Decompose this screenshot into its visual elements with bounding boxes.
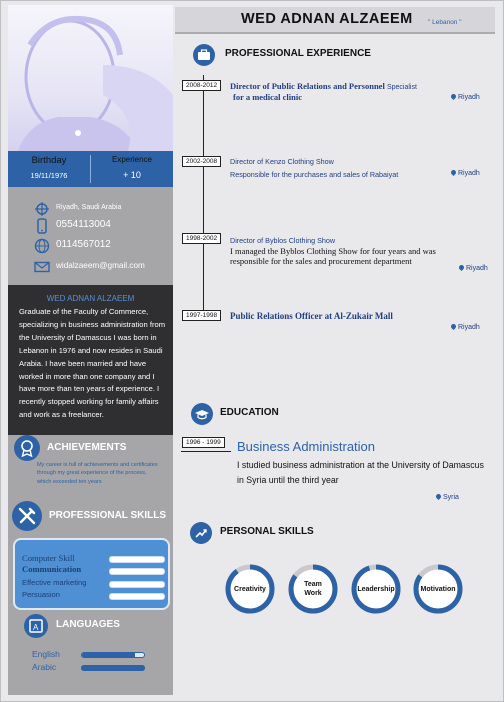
graduation-cap-icon <box>191 403 213 425</box>
languages-title: LANGUAGES <box>56 619 120 630</box>
language-bar-fill <box>81 665 145 671</box>
phone-icon <box>34 218 50 234</box>
language-bar <box>81 665 145 671</box>
job-location <box>451 94 480 101</box>
address-text: Riyadh, Saudi Arabia <box>56 204 122 211</box>
contact-phone1 <box>8 218 173 236</box>
experience-title: PROFESSIONAL EXPERIENCE <box>225 48 371 59</box>
skill-ring-label: Motivation <box>420 585 456 593</box>
info-bar <box>8 151 173 187</box>
phone2-text: 0114567012 <box>56 239 111 250</box>
skill-ring <box>350 563 402 615</box>
language-bar-fill <box>82 653 135 658</box>
achievements-text: My career is full of achievements and certificates through my great experience of the process, which exceeded ten years <box>37 462 158 485</box>
skill-ring-label: Team Work <box>304 581 322 597</box>
skill-ring <box>287 563 339 615</box>
job-title: Director of Byblos Clothing Show <box>230 236 336 245</box>
skill-ring <box>224 563 276 615</box>
language-label: English <box>32 649 60 659</box>
contact-phone2 <box>8 238 173 256</box>
education-divider <box>181 451 231 452</box>
job-date: 2008-2012 <box>182 80 221 91</box>
job-location <box>459 265 488 272</box>
job-title-extra: Specialist <box>386 84 417 91</box>
skill-ring-label: Leadership <box>357 585 395 593</box>
languages-header <box>24 614 184 642</box>
name-location: " Lebanon " <box>428 19 462 26</box>
profile-photo <box>8 5 173 151</box>
job-title: Director of Kenzo Clothing Show <box>230 157 334 166</box>
skill-bar <box>109 568 165 575</box>
phone1-text: 0554113004 <box>56 219 111 230</box>
job-location-text: Riyadh <box>458 94 480 101</box>
education-title: EDUCATION <box>220 407 279 418</box>
full-name: WED ADNAN ALZAEEM <box>241 11 413 27</box>
timeline-line <box>203 75 204 319</box>
skill-ring-label: Creativity <box>234 585 266 593</box>
tools-icon <box>12 501 42 531</box>
skill-ring <box>412 563 464 615</box>
job-location <box>451 170 480 177</box>
birthday-label: Birthday <box>31 155 67 166</box>
job-title-text: Director of Public Relations and Personnel <box>230 81 385 91</box>
language-icon <box>24 614 48 638</box>
job-date: 2002-2008 <box>182 156 221 167</box>
education-date: 1996 - 1999 <box>182 437 225 448</box>
chart-icon <box>190 522 212 544</box>
sidebar <box>8 5 173 695</box>
skill-label: Communication <box>22 564 82 574</box>
svg-text:A: A <box>33 623 39 632</box>
globe-icon <box>34 238 50 254</box>
job-date: 1998-2002 <box>182 233 221 244</box>
mail-icon <box>34 259 50 275</box>
education-degree: Business Administration <box>237 439 376 454</box>
email-text[interactable]: widalzaeem@gmail.com <box>56 261 145 270</box>
education-location-text: Syria <box>443 494 459 501</box>
bio-text: Graduate of the Faculty of Commerce, specializing in business administration from the University of Damascus I was born in Lebanon in 1976 and now resides in Saudi Arabia. I have been married and have worked in more than one company and I have more than ten years of experience. I recently stopped working for family affairs and work as a freelancer. <box>19 307 166 420</box>
briefcase-icon <box>193 44 215 66</box>
language-bar <box>81 652 145 658</box>
job-location-text: Riyadh <box>458 324 480 331</box>
job-title: Public Relations Officer at Al-Zukair Mall <box>230 311 393 321</box>
contact-address <box>8 201 173 219</box>
job-location-text: Riyadh <box>458 170 480 177</box>
location-pin-icon <box>450 169 457 176</box>
bio-name: WED ADNAN ALZAEEM <box>46 294 135 303</box>
location-pin-icon <box>450 93 457 100</box>
professional-skills-title: PROFESSIONAL SKILLS <box>49 510 167 521</box>
skill-bar <box>109 593 165 600</box>
achievements-title: ACHIEVEMENTS <box>47 442 127 453</box>
skill-label: Effective marketing <box>22 578 87 587</box>
job-location-text: Riyadh <box>466 265 488 272</box>
name-bar <box>175 7 495 34</box>
job-date: 1997-1998 <box>182 310 221 321</box>
achievements-header <box>14 435 174 463</box>
job-subtitle: Responsible for the purchases and sales of Rabaiyat <box>230 170 399 179</box>
experience-value: + 10 <box>123 170 141 180</box>
education-location <box>436 494 459 501</box>
location-pin-icon <box>458 264 465 271</box>
experience-label: Experience <box>111 155 153 164</box>
bio-panel <box>8 285 173 435</box>
skill-label: Persuasion <box>22 590 60 599</box>
location-pin-icon <box>435 493 442 500</box>
contact-email <box>8 259 173 277</box>
personal-skills-title: PERSONAL SKILLS <box>220 526 314 537</box>
professional-skills-header <box>12 501 172 529</box>
birthday-value: 19/11/1976 <box>30 171 68 180</box>
education-description: I studied business administration at the University of Damascus in Syria until the third year <box>237 460 484 485</box>
job-location <box>451 324 480 331</box>
skill-label: Computer Skill <box>22 553 75 563</box>
skill-bar <box>109 581 165 588</box>
skills-box <box>13 538 170 610</box>
language-label: Arabic <box>32 662 57 672</box>
job-description: I managed the Byblos Clothing Show for four years and was responsible for the sales and procurement department <box>230 246 436 266</box>
medal-icon <box>14 435 40 461</box>
location-pin-icon <box>450 323 457 330</box>
location-icon <box>34 201 50 217</box>
job-title-line2: for a medical clinic <box>233 92 303 102</box>
skill-bar <box>109 556 165 563</box>
